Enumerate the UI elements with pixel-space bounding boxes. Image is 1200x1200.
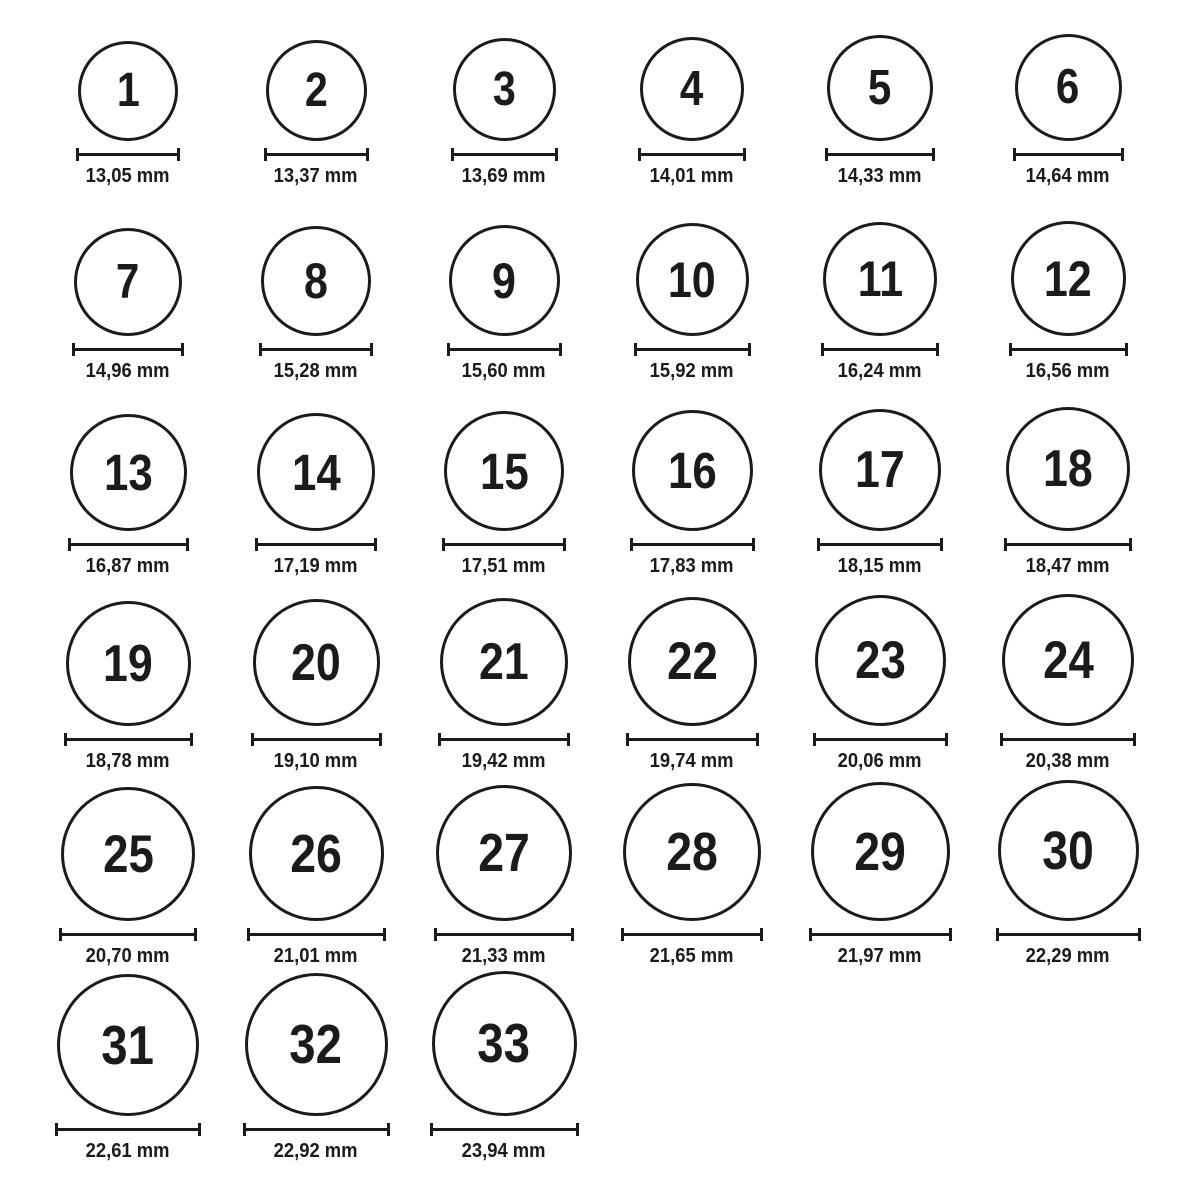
ring-circle <box>819 409 941 531</box>
ring-circle <box>61 787 195 921</box>
ring-size-number: 15 <box>479 442 529 500</box>
diameter-dimension-line <box>64 733 193 746</box>
ring-size-cell <box>34 195 222 390</box>
ring-size-cell <box>786 780 974 975</box>
diameter-label: 14,96 mm <box>86 360 170 382</box>
diameter-label: 17,51 mm <box>462 555 546 577</box>
ring-circle <box>640 37 744 141</box>
ring-size-number: 25 <box>102 824 154 884</box>
diameter-label: 13,69 mm <box>462 165 546 187</box>
diameter-dimension-line <box>817 538 943 551</box>
diameter-label: 15,28 mm <box>274 360 358 382</box>
diameter-dimension-line <box>68 538 189 551</box>
diameter-label: 14,01 mm <box>650 165 734 187</box>
diameter-dimension-line <box>72 343 184 356</box>
diameter-dimension-line <box>813 733 948 746</box>
diameter-label: 21,01 mm <box>274 945 358 967</box>
ring-size-cell <box>974 195 1162 390</box>
diameter-label: 18,78 mm <box>86 750 170 772</box>
diameter-dimension-line <box>1000 733 1136 746</box>
diameter-label: 21,65 mm <box>650 945 734 967</box>
ring-size-cell <box>598 195 786 390</box>
ring-size-number: 8 <box>304 253 328 309</box>
diameter-dimension-line <box>255 538 377 551</box>
diameter-dimension-line <box>438 733 570 746</box>
ring-size-number: 17 <box>855 441 905 499</box>
ring-size-cell <box>34 0 222 195</box>
ring-size-cell <box>222 195 410 390</box>
ring-circle <box>823 222 937 336</box>
ring-size-number: 26 <box>290 823 342 884</box>
diameter-dimension-line <box>821 343 939 356</box>
ring-circle <box>1006 407 1130 531</box>
diameter-label: 16,56 mm <box>1026 360 1110 382</box>
diameter-dimension-line <box>55 1123 201 1136</box>
ring-circle <box>432 971 577 1116</box>
ring-circle <box>74 228 182 336</box>
ring-size-cell <box>974 390 1162 585</box>
diameter-label: 13,05 mm <box>86 165 170 187</box>
ring-size-cell <box>34 975 222 1200</box>
ring-circle <box>998 780 1139 921</box>
ring-circle <box>811 782 950 921</box>
ring-size-cell <box>786 195 974 390</box>
ring-circle <box>70 414 187 531</box>
ring-size-number: 12 <box>1044 250 1092 307</box>
ring-size-cell <box>410 390 598 585</box>
ring-circle <box>66 601 191 726</box>
ring-circle <box>444 411 564 531</box>
ring-size-number: 27 <box>478 823 530 883</box>
diameter-label: 20,38 mm <box>1026 750 1110 772</box>
ring-size-cell <box>786 0 974 195</box>
ring-circle <box>57 974 199 1116</box>
diameter-label: 17,83 mm <box>650 555 734 577</box>
diameter-dimension-line <box>634 343 751 356</box>
diameter-label: 17,19 mm <box>274 555 358 577</box>
ring-size-cell <box>598 390 786 585</box>
ring-circle <box>632 410 753 531</box>
ring-circle <box>815 595 946 726</box>
diameter-dimension-line <box>259 343 373 356</box>
ring-size-number: 29 <box>854 821 906 882</box>
ring-size-number: 18 <box>1043 440 1093 498</box>
diameter-dimension-line <box>1004 538 1132 551</box>
ring-size-cell <box>410 975 598 1200</box>
ring-size-number: 24 <box>1042 630 1094 690</box>
ring-size-number: 9 <box>492 252 516 309</box>
ring-size-cell <box>598 780 786 975</box>
diameter-dimension-line <box>1013 148 1124 161</box>
ring-circle <box>440 598 568 726</box>
diameter-dimension-line <box>442 538 566 551</box>
diameter-dimension-line <box>434 928 574 941</box>
ring-circle <box>253 599 380 726</box>
ring-circle <box>436 785 572 921</box>
diameter-dimension-line <box>621 928 763 941</box>
diameter-label: 22,29 mm <box>1026 945 1110 967</box>
diameter-label: 23,94 mm <box>462 1140 546 1162</box>
ring-circle <box>1015 34 1122 141</box>
diameter-label: 18,47 mm <box>1026 555 1110 577</box>
diameter-dimension-line <box>638 148 746 161</box>
diameter-label: 22,92 mm <box>274 1140 358 1162</box>
ring-size-cell <box>410 780 598 975</box>
diameter-dimension-line <box>430 1123 579 1136</box>
diameter-label: 16,24 mm <box>838 360 922 382</box>
ring-size-number: 16 <box>667 442 717 499</box>
ring-size-cell <box>222 585 410 780</box>
ring-size-cell <box>598 585 786 780</box>
diameter-label: 20,70 mm <box>86 945 170 967</box>
ring-size-cell <box>786 390 974 585</box>
diameter-dimension-line <box>1009 343 1128 356</box>
diameter-label: 14,33 mm <box>838 165 922 187</box>
ring-size-cell <box>222 0 410 195</box>
diameter-dimension-line <box>626 733 759 746</box>
ring-circle <box>636 223 749 336</box>
diameter-dimension-line <box>825 148 935 161</box>
ring-circle <box>449 225 560 336</box>
ring-size-number: 2 <box>304 63 328 117</box>
diameter-dimension-line <box>243 1123 390 1136</box>
diameter-label: 19,74 mm <box>650 750 734 772</box>
diameter-label: 21,97 mm <box>838 945 922 967</box>
diameter-label: 15,92 mm <box>650 360 734 382</box>
ring-circle <box>245 973 388 1116</box>
ring-size-number: 14 <box>291 443 341 501</box>
ring-size-number: 3 <box>492 62 516 116</box>
diameter-label: 19,42 mm <box>462 750 546 772</box>
ring-size-number: 32 <box>289 1013 343 1075</box>
diameter-label: 22,61 mm <box>86 1140 170 1162</box>
ring-circle <box>453 38 556 141</box>
diameter-label: 15,60 mm <box>462 360 546 382</box>
ring-size-number: 11 <box>857 251 903 307</box>
ring-size-number: 33 <box>477 1012 531 1074</box>
ring-size-number: 10 <box>668 251 716 308</box>
ring-circle <box>1002 594 1134 726</box>
diameter-dimension-line <box>247 928 386 941</box>
ring-circle <box>266 40 367 141</box>
ring-size-cell <box>34 585 222 780</box>
ring-size-cell <box>34 780 222 975</box>
ring-circle <box>628 597 757 726</box>
diameter-dimension-line <box>264 148 369 161</box>
diameter-dimension-line <box>76 148 180 161</box>
ring-circle <box>257 413 375 531</box>
ring-size-number: 20 <box>291 633 341 692</box>
diameter-label: 20,06 mm <box>838 750 922 772</box>
ring-size-cell <box>222 975 410 1200</box>
ring-size-number: 1 <box>116 64 140 117</box>
ring-circle <box>261 226 371 336</box>
diameter-label: 13,37 mm <box>274 165 358 187</box>
diameter-label: 14,64 mm <box>1026 165 1110 187</box>
diameter-label: 18,15 mm <box>838 555 922 577</box>
ring-size-cell <box>974 780 1162 975</box>
ring-size-cell <box>410 0 598 195</box>
diameter-label: 16,87 mm <box>86 555 170 577</box>
diameter-label: 19,10 mm <box>274 750 358 772</box>
ring-size-number: 19 <box>103 634 153 693</box>
ring-size-number: 28 <box>666 822 718 882</box>
ring-size-cell <box>222 390 410 585</box>
ring-circle <box>249 786 384 921</box>
ring-size-number: 21 <box>479 633 529 691</box>
ring-size-number: 5 <box>868 60 892 115</box>
ring-size-cell <box>974 585 1162 780</box>
diameter-dimension-line <box>451 148 558 161</box>
ring-size-number: 7 <box>116 254 140 309</box>
ring-size-cell <box>222 780 410 975</box>
diameter-dimension-line <box>996 928 1141 941</box>
ring-size-chart-grid <box>34 0 1162 1200</box>
diameter-dimension-line <box>809 928 952 941</box>
diameter-dimension-line <box>447 343 562 356</box>
ring-circle <box>78 41 178 141</box>
diameter-dimension-line <box>251 733 382 746</box>
ring-size-number: 6 <box>1056 60 1080 114</box>
ring-circle <box>623 783 761 921</box>
diameter-dimension-line <box>59 928 197 941</box>
ring-size-number: 23 <box>854 631 906 690</box>
ring-size-number: 31 <box>101 1013 155 1076</box>
ring-circle <box>827 35 933 141</box>
ring-size-cell <box>974 0 1162 195</box>
ring-size-cell <box>598 0 786 195</box>
ring-circle <box>1011 221 1126 336</box>
ring-size-cell <box>786 585 974 780</box>
ring-size-number: 30 <box>1042 820 1094 881</box>
ring-size-cell <box>410 195 598 390</box>
ring-size-number: 4 <box>680 61 704 116</box>
ring-size-number: 13 <box>103 444 153 501</box>
ring-size-number: 22 <box>666 632 718 691</box>
ring-size-cell <box>410 585 598 780</box>
ring-size-cell <box>34 390 222 585</box>
diameter-dimension-line <box>630 538 755 551</box>
diameter-label: 21,33 mm <box>462 945 546 967</box>
